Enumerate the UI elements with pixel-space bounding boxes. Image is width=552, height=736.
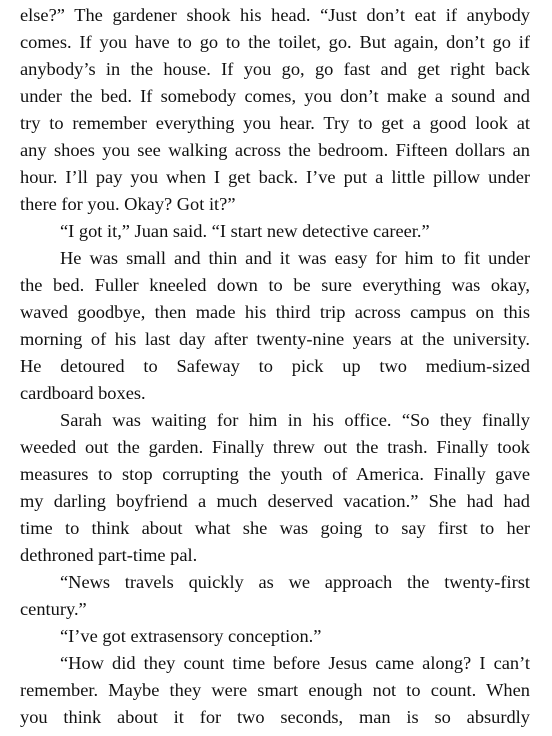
text-line: under the bed. If somebody comes, you don’t make a sound and <box>20 86 530 106</box>
text-line: “How did they count time before Jesus came along? I can’t <box>60 653 530 673</box>
text-line: you think about it for two seconds, man is so absurdly <box>20 707 530 727</box>
text-line: “News travels quickly as we approach the twenty-first <box>60 572 530 592</box>
text-line: remember. Maybe they were smart enough not to count. When <box>20 680 530 700</box>
text-line: my darling boyfriend a much deserved vacation.” She had had <box>20 491 530 511</box>
text-line: cardboard boxes. <box>20 383 146 403</box>
text-line: weeded out the garden. Finally threw out the trash. Finally took <box>20 437 530 457</box>
text-line: century.” <box>20 599 87 619</box>
text-line: try to remember everything you hear. Try to get a good look at <box>20 113 530 133</box>
text-line: time to think about what she was going to say first to her <box>20 518 530 538</box>
text-line: dethroned part-time pal. <box>20 545 198 565</box>
text-line: “I got it,” Juan said. “I start new detective career.” <box>60 221 430 241</box>
text-line: anybody’s in the house. If you go, go fast and get right back <box>20 59 530 79</box>
text-line: measures to stop corrupting the youth of America. Finally gave <box>20 464 530 484</box>
text-line: waved goodbye, then made his third trip across campus on this <box>20 302 530 322</box>
text-line: there for you. Okay? Got it?” <box>20 194 236 214</box>
text-line: morning of his last day after twenty-nine years at the university. <box>20 329 530 349</box>
text-line: He was small and thin and it was easy for him to fit under <box>60 248 530 268</box>
text-line: He detoured to Safeway to pick up two medium-sized <box>20 356 530 376</box>
text-line: any shoes you see walking across the bedroom. Fifteen dollars an <box>20 140 530 160</box>
text-line: comes. If you have to go to the toilet, go. But again, don’t go if <box>20 32 530 52</box>
text-line: else?” The gardener shook his head. “Just don’t eat if anybody <box>20 5 530 25</box>
text-line: hour. I’ll pay you when I get back. I’ve put a little pillow under <box>20 167 530 187</box>
text-line: Sarah was waiting for him in his office. “So they finally <box>60 410 530 430</box>
text-line: “I’ve got extrasensory conception.” <box>60 626 322 646</box>
text-line: the bed. Fuller kneeled down to be sure everything was okay, <box>20 275 530 295</box>
